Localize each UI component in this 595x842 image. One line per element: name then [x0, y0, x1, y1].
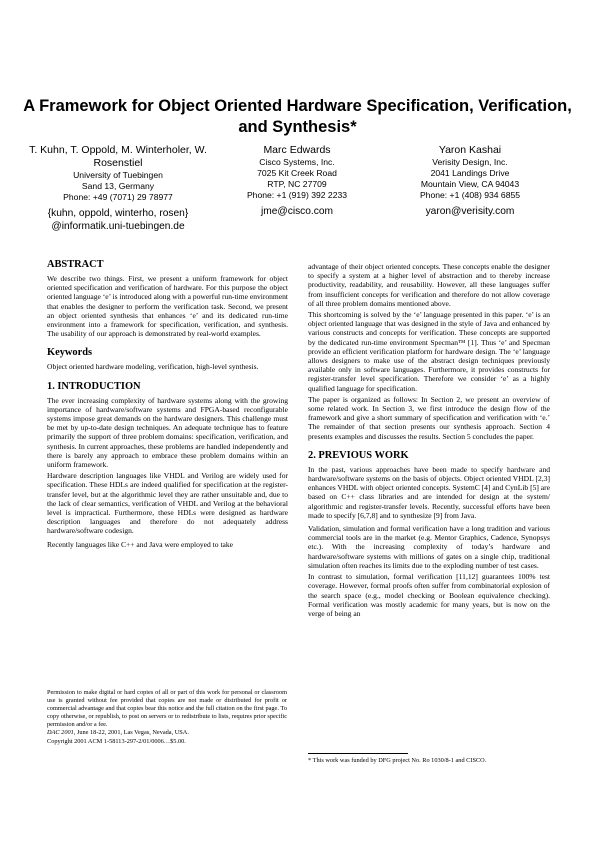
author-affiliation-line: University of Tuebingen	[73, 170, 163, 180]
abstract-heading: ABSTRACT	[47, 259, 104, 270]
footnote-rule	[308, 753, 408, 754]
conference-details: June 18-22, 2001, Las Vegas, Nevada, USA.	[75, 729, 189, 737]
author-affiliation-line: Phone: +49 (7071) 29 78977	[63, 192, 173, 202]
conference-name: DAC 2001,	[47, 729, 76, 737]
introduction-paragraph: Hardware description languages like VHDL and Verilog are widely used for specification. These HDLs are indeed qualified for specification at the register-transfer level, but at the algorithmic level they are rather unsuitable and, due to the lack of clear semantics, verification of VHDL and Verilog at the behavioral level is impractical. Furthermore, these HDLs were designed as hardware description languages and therefore do not adequately address hardware/software codesign.	[47, 471, 288, 536]
author-affiliation-line: RTP, NC 27709	[267, 179, 327, 189]
introduction-heading: 1. INTRODUCTION	[47, 380, 141, 392]
author-email: jme@cisco.com	[260, 206, 334, 217]
author-affiliation-line: Cisco Systems, Inc.	[259, 157, 335, 167]
keywords-text: Object oriented hardware modeling, verification, high-level synthesis.	[47, 362, 259, 372]
introduction-paragraph: Recently languages like C++ and Java were employed to take	[47, 539, 234, 549]
author-affiliation-line: Verisity Design, Inc.	[432, 157, 508, 167]
left-column	[47, 258, 288, 551]
author-block-3	[386, 144, 554, 218]
introduction-paragraph: advantage of their object oriented concepts. These concepts enable the designer to specify a system at a higher level of abstraction and to thereby increase productivity, readability, and reusability. However, all these languages suffer from insufficient concepts for verification and therefore do not allow coverage of all three problem domains mentioned above.	[308, 262, 550, 308]
abstract-text: We describe two things. First, we present a uniform framework for object oriented specification and verification of hardware. For this purpose the object oriented language ‘e’ is introduced along with a powerful run-time environment that enables the designer to perform the verification task. Second, we present an object oriented synthesis that enhances ‘e’ and its dedicated run-time environment into a framework for specification, verification, and synthesis. The usability of our approach is demonstrated by real-world examples.	[47, 274, 288, 339]
paper-title: A Framework for Object Oriented Hardware Specification, Verification, and Synthesis*	[23, 97, 572, 136]
copyright-line: Copyright 2001 ACM 1-58113-297-2/01/0006…$5.00.	[47, 737, 186, 745]
permission-text: Permission to make digital or hard copies of all or part of this work for personal or classroom use is granted without fee provided that copies are not made or distributed for profit or commercial advantage and that copies bear this notice and the full citation on the first page. To copy otherwise, or republish, to post on servers or to redistribute to lists, requires prior specific permission and/or a fee.	[47, 689, 287, 729]
author-affiliation-line: Mountain View, CA 94043	[420, 179, 520, 189]
permission-notice	[47, 689, 287, 746]
conference-line	[47, 729, 287, 737]
keywords-heading: Keywords	[47, 347, 93, 359]
author-block-1	[22, 144, 214, 233]
previous-work-heading: 2. PREVIOUS WORK	[308, 449, 409, 461]
author-affiliation-line: Phone: +1 (919) 392 2233	[246, 190, 348, 200]
author-name: T. Kuhn, T. Oppold, M. Winterholer, W. Rosenstiel	[29, 144, 207, 169]
introduction-paragraph: The paper is organized as follows: In Section 2, we present an overview of some related work. In Section 3, we first introduce the design flow of the framework and give a short summary of specification and verification with ‘e.’ The remainder of that section presents our synthesis approach. Section 4 presents examples and discusses the results. Section 5 concludes the paper.	[308, 394, 550, 441]
author-name: Yaron Kashai	[438, 144, 502, 156]
previous-work-paragraph: In the past, various approaches have been made to specify hardware and hardware/software systems on the basis of objects. Object oriented VHDL [2,3] enhances VHDL with object oriented concepts. SystemC [4] and CynLib [5] are based on C++ class libraries and are intended for design at the system/ algorithmic and register-transfer levels. Recently, successful efforts have been made to specify [6,7,8] and to synthesize [9] from Java.	[308, 464, 550, 520]
author-name: Marc Edwards	[263, 144, 331, 156]
introduction-paragraph: This shortcoming is solved by the ‘e’ language presented in this paper. ‘e’ is an object oriented language that was designed in the style of Java and enhanced by various constructs and concepts for verification. These concepts are supported by the dedicated run-time environment Specman™ [1]. Thus ‘e’ and Specman provide an efficient verification platform for hardware design. The ‘e’ language allows designers to make use of the abstract design techniques previously available only in software languages. Furthermore, it provides constructs for register-transfer level specification. Therefore we consider ‘e’ as a highly qualified language for specification.	[308, 310, 550, 393]
author-block-2	[222, 144, 372, 218]
previous-work-paragraph: Validation, simulation and formal verification have a long tradition and various commercial tools are in the market (e.g. Mentor Graphics, Cadence, Synopsys etc.). With the increasing complexity of today’s hardware and hardware/software systems with millions of gates on a single chip, traditional simulation often reaches its limits due to the exploding number of test cases.	[308, 524, 550, 570]
previous-work-paragraph: In contrast to simulation, formal verification [11,12] guarantees 100% test coverage. However, formal proofs often suffer from combinatorial explosion of the search space (e.g., model checking or Boolean equivalence checking). Formal verification was mostly academic for many years, but is now on the verge of being an	[308, 572, 550, 618]
author-affiliation-line: Sand 13, Germany	[81, 181, 155, 191]
author-affiliation-line: 7025 Kit Creek Road	[257, 168, 337, 178]
author-affiliation-line: 2041 Landings Drive	[430, 168, 510, 178]
introduction-paragraph: The ever increasing complexity of hardware systems along with the growing importance of hardware/software systems and FPGA-based reconfigurable systems impose great demands on the hardware designers. This challenge must be met by up-to-date design techniques. An adequate technique has to feature primarily the support of three problem domains: specification, verification, and synthesis. In current approaches, these problems are handled independently and there is barely any approach to embrace these problem domains within an uniform framework.	[47, 395, 288, 470]
author-email: yaron@verisity.com	[425, 206, 515, 217]
footnote: * This work was funded by DFG project No. Ro 1030/8-1 and CISCO.	[308, 757, 487, 764]
right-column	[308, 262, 550, 620]
author-email: {kuhn, oppold, winterho, rosen} @informatik.uni-tuebingen.de	[47, 208, 189, 232]
author-affiliation-line: Phone: +1 (408) 934 6855	[419, 190, 521, 200]
